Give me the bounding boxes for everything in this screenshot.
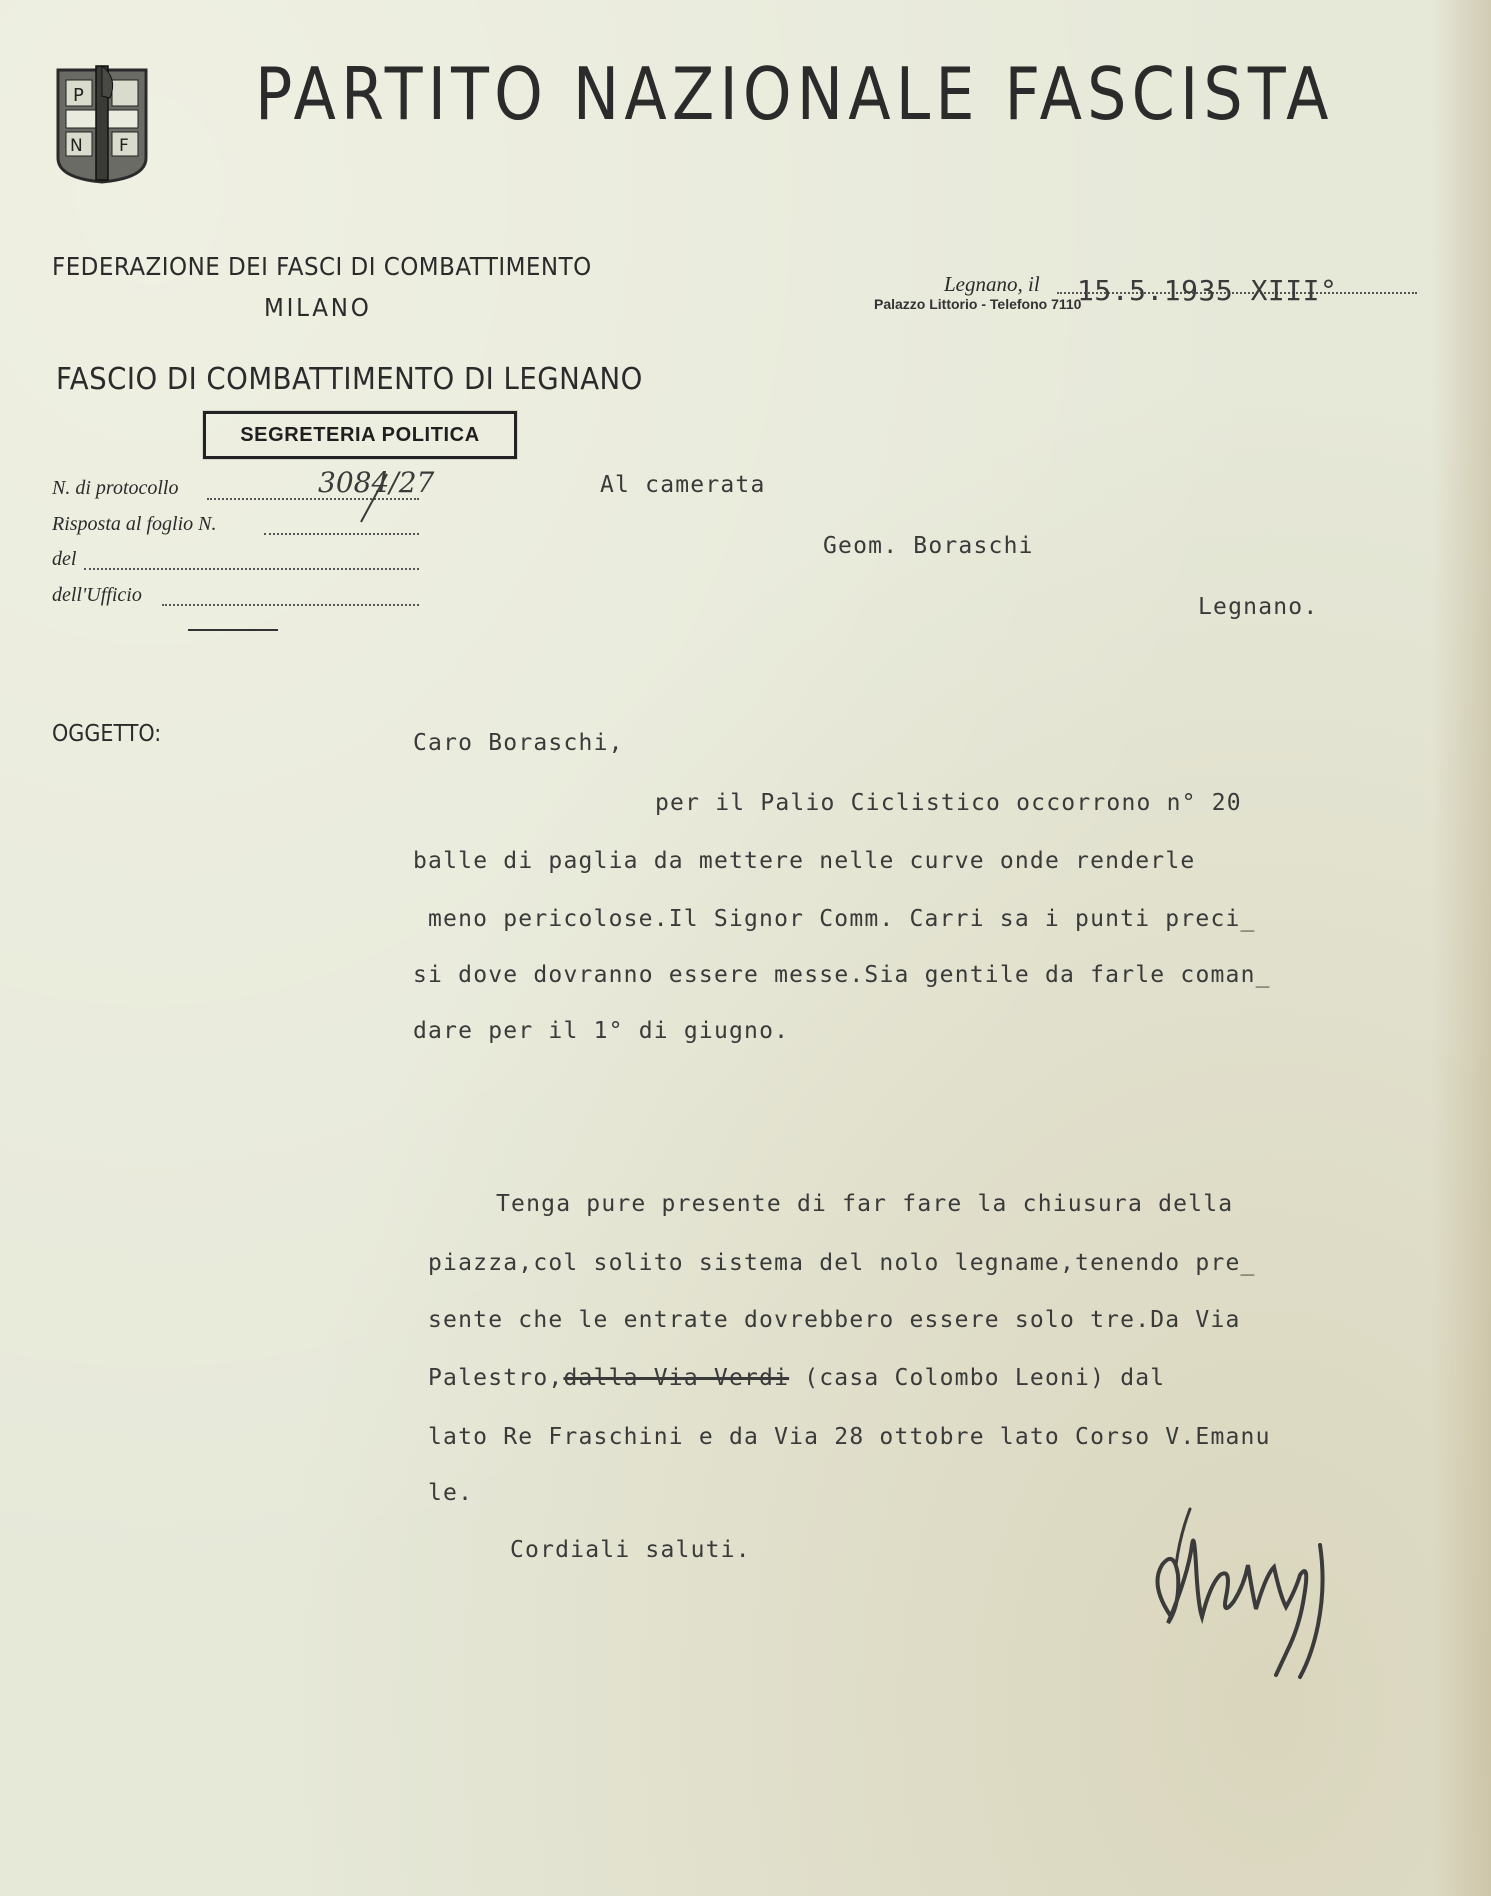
office-box [203,411,517,459]
body-p2-line-4-end: (casa Colombo Leoni) dal [789,1365,1166,1391]
body-p2-line-2: piazza,col solito sistema del nolo legname,tenendo pre_ [428,1250,1256,1276]
del-dotted-line [84,568,419,570]
signature [1140,1505,1355,1680]
local-fascio-heading: FASCIO DI COMBATTIMENTO DI LEGNANO [56,362,643,397]
emblem-letter-n: N [70,136,83,156]
body-p1-line-4: si dove dovranno essere messe.Sia gentile da farle coman_ [413,962,1271,988]
salutation: Caro Boraschi, [413,730,624,756]
date-value: 15.5.1935 XIII° [1077,274,1338,307]
recipient-line-3: Legnano. [1198,594,1319,620]
protocol-slash-stroke [355,470,395,526]
body-p2-line-5: lato Re Fraschini e da Via 28 ottobre lato Corso V.Emanu [428,1424,1271,1450]
palazzo-caption: Palazzo Littorio - Telefono 7110 [874,296,1082,312]
body-p1-line-5: dare per il 1° di giugno. [413,1018,790,1044]
party-name-heading: PARTITO NAZIONALE FASCISTA [255,52,1334,136]
reply-sheet-label: Risposta al foglio N. [52,513,217,535]
struck-text: dalla Via Verdi [563,1365,790,1391]
subject-label: OGGETTO: [52,721,162,747]
recipient-line-2: Geom. Boraschi [823,533,1034,559]
emblem-letter-f: F [119,136,129,156]
date-label: Legnano, il [944,272,1040,296]
body-p2-line-3: sente che le entrate dovrebbero essere solo tre.Da Via [428,1307,1241,1333]
pnf-emblem-icon [52,62,152,184]
form-divider [188,629,278,631]
city-heading: MILANO [264,293,372,322]
closing: Cordiali saluti. [510,1537,751,1563]
body-p2-line-6: le. [428,1480,474,1506]
body-p2-line-4-start: Palestro, [428,1365,564,1391]
body-p2-line-4 [428,1365,1165,1391]
reply-dotted-line [264,533,419,535]
emblem-letter-p: P [73,85,84,106]
protocol-label: N. di protocollo [52,477,179,499]
office-label: SEGRETERIA POLITICA [240,423,480,446]
body-p1-line-2: balle di paglia da mettere nelle curve onde renderle [413,848,1196,874]
office-of-dotted-line [162,604,419,606]
del-label: del [52,548,77,570]
office-of-label: dell'Ufficio [52,584,142,606]
recipient-line-1: Al camerata [600,472,766,498]
body-p2-line-1: Tenga pure presente di far fare la chiusura della [496,1191,1234,1217]
federation-heading: FEDERAZIONE DEI FASCI DI COMBATTIMENTO [52,252,592,281]
body-p1-line-3: meno pericolose.Il Signor Comm. Carri sa i punti preci_ [428,906,1256,932]
protocol-number: 3084/27 [318,466,435,499]
body-p1-line-1: per il Palio Ciclistico occorrono n° 20 [655,790,1242,816]
